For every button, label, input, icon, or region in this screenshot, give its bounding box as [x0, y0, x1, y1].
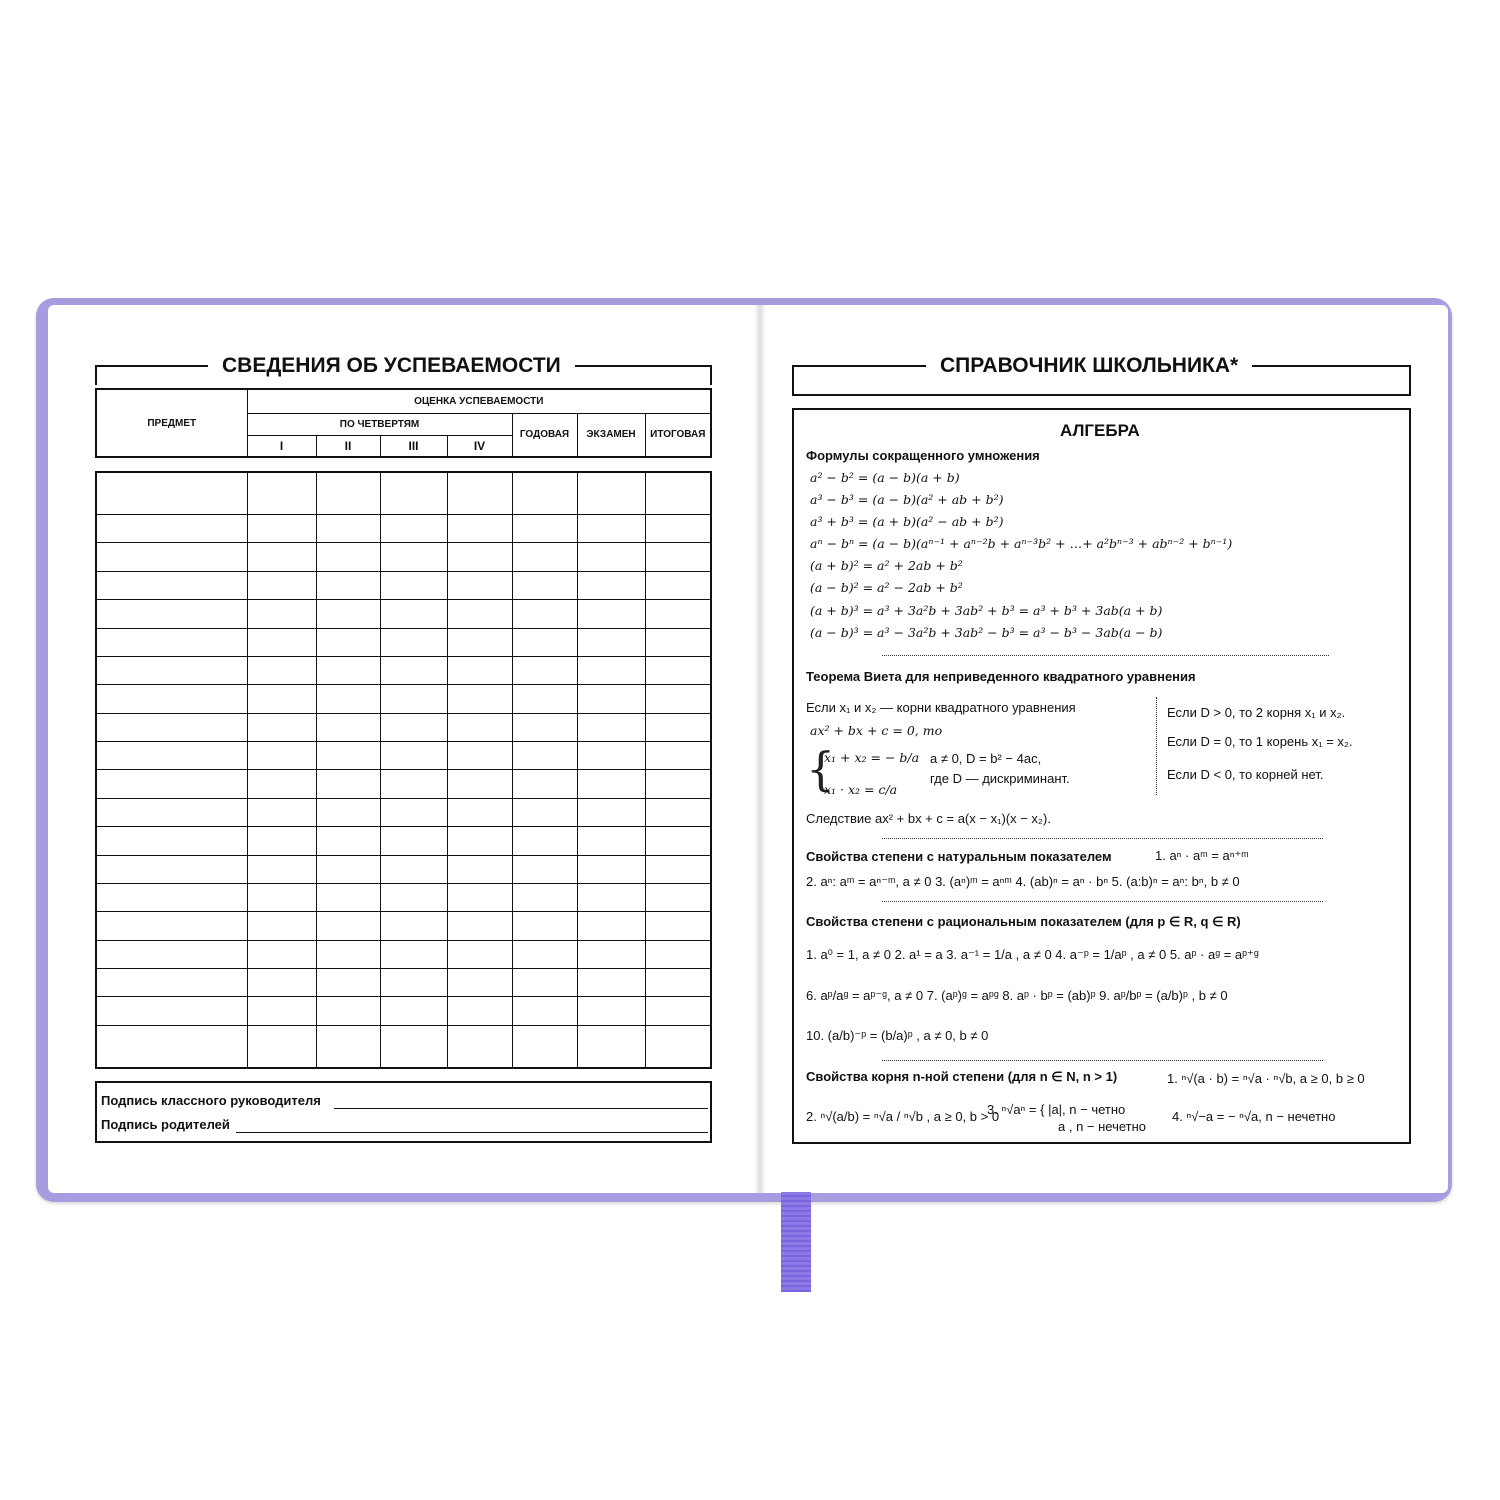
grade-cell[interactable]: [577, 1025, 645, 1068]
grade-cell[interactable]: [247, 827, 316, 855]
grade-cell[interactable]: [316, 713, 380, 741]
grade-row[interactable]: [96, 855, 711, 883]
grades-header-table: [95, 388, 712, 458]
grade-row[interactable]: [96, 543, 711, 571]
grade-cell[interactable]: [447, 515, 512, 543]
root-prop-3a: 3. ⁿ√aⁿ = { |a|, n − четно: [987, 1102, 1126, 1117]
bookmark-ribbon[interactable]: [781, 1192, 811, 1292]
subject-cell[interactable]: [96, 855, 247, 883]
grade-cell[interactable]: [380, 600, 447, 628]
grade-cell[interactable]: [645, 742, 711, 770]
grade-cell[interactable]: [247, 855, 316, 883]
grade-cell[interactable]: [512, 742, 577, 770]
subject-cell[interactable]: [96, 1025, 247, 1068]
grade-cell[interactable]: [645, 770, 711, 798]
subject-cell[interactable]: [96, 997, 247, 1025]
header-grades: ОЦЕНКА УСПЕВАЕМОСТИ: [247, 389, 711, 413]
grade-cell[interactable]: [512, 1025, 577, 1068]
grade-cell[interactable]: [316, 656, 380, 684]
signature-teacher-label: Подпись классного руководителя: [101, 1093, 321, 1108]
grade-cell[interactable]: [247, 685, 316, 713]
grade-cell[interactable]: [577, 600, 645, 628]
grade-cell[interactable]: [380, 515, 447, 543]
rational-line-3: 10. (a/b)⁻ᵖ = (b/a)ᵖ , a ≠ 0, b ≠ 0: [806, 1028, 989, 1043]
grade-cell[interactable]: [447, 1025, 512, 1068]
vieta-sum: x₁ + x₂ = − b/a: [824, 750, 920, 765]
grade-cell[interactable]: [512, 472, 577, 515]
grade-cell[interactable]: [512, 628, 577, 656]
grade-cell[interactable]: [447, 600, 512, 628]
grade-cell[interactable]: [316, 969, 380, 997]
grade-cell[interactable]: [380, 969, 447, 997]
grade-cell[interactable]: [247, 883, 316, 911]
grade-cell[interactable]: [512, 798, 577, 826]
grade-cell[interactable]: [380, 1025, 447, 1068]
header-q4: IV: [447, 435, 512, 457]
subject-cell[interactable]: [96, 940, 247, 968]
grade-cell[interactable]: [447, 543, 512, 571]
grade-cell[interactable]: [645, 969, 711, 997]
grade-cell[interactable]: [512, 713, 577, 741]
formula-6: (a − b)² = a² − 2ab + b²: [810, 580, 963, 595]
signature-parents-line[interactable]: [236, 1132, 708, 1133]
grade-cell[interactable]: [577, 969, 645, 997]
grade-cell[interactable]: [316, 515, 380, 543]
grade-cell[interactable]: [577, 628, 645, 656]
formula-3: a³ + b³ = (a + b)(a² − ab + b²): [810, 514, 1004, 529]
grade-row[interactable]: [96, 685, 711, 713]
grade-row[interactable]: [96, 515, 711, 543]
grade-cell[interactable]: [247, 515, 316, 543]
grade-cell[interactable]: [316, 798, 380, 826]
grade-cell[interactable]: [247, 798, 316, 826]
vieta-case-1: Если D > 0, то 2 корня x₁ и x₂.: [1167, 705, 1346, 720]
subject-cell[interactable]: [96, 912, 247, 940]
grade-cell[interactable]: [316, 685, 380, 713]
grade-cell[interactable]: [512, 940, 577, 968]
grade-row[interactable]: [96, 969, 711, 997]
grade-cell[interactable]: [645, 472, 711, 515]
header-q3: III: [380, 435, 447, 457]
grade-cell[interactable]: [380, 770, 447, 798]
grade-cell[interactable]: [380, 940, 447, 968]
grade-cell[interactable]: [645, 940, 711, 968]
grade-cell[interactable]: [512, 600, 577, 628]
grade-cell[interactable]: [247, 742, 316, 770]
grade-cell[interactable]: [380, 685, 447, 713]
grade-cell[interactable]: [512, 855, 577, 883]
grade-cell[interactable]: [577, 798, 645, 826]
natural-props-2-5: 2. aⁿ: aᵐ = aⁿ⁻ᵐ, a ≠ 0 3. (aⁿ)ᵐ = aⁿᵐ 4. (ab)ⁿ = aⁿ · bⁿ 5. (a:b)ⁿ = aⁿ: bⁿ, b ≠ 0: [806, 874, 1240, 889]
grade-row[interactable]: [96, 770, 711, 798]
formula-5: (a + b)² = a² + 2ab + b²: [810, 558, 963, 573]
grade-cell[interactable]: [645, 685, 711, 713]
root-prop-4: 4. ⁿ√−a = − ⁿ√a, n − нечетно: [1172, 1109, 1336, 1124]
grade-cell[interactable]: [577, 515, 645, 543]
root-prop-3b: a , n − нечетно: [1058, 1119, 1147, 1134]
grade-row[interactable]: [96, 600, 711, 628]
grade-cell[interactable]: [645, 1025, 711, 1068]
root-prop-2: 2. ⁿ√(a/b) = ⁿ√a / ⁿ√b , a ≥ 0, b > 0: [806, 1109, 1000, 1124]
grade-cell[interactable]: [645, 656, 711, 684]
signature-teacher-line[interactable]: [334, 1108, 708, 1109]
grade-cell[interactable]: [512, 883, 577, 911]
grade-row[interactable]: [96, 912, 711, 940]
grade-cell[interactable]: [247, 969, 316, 997]
abbrev-heading: Формулы сокращенного умножения: [806, 448, 1040, 463]
natural-heading: Свойства степени с натуральным показателем: [806, 849, 1112, 864]
grade-cell[interactable]: [316, 543, 380, 571]
formula-1: a² − b² = (a − b)(a + b): [810, 470, 960, 485]
grade-cell[interactable]: [645, 628, 711, 656]
grade-cell[interactable]: [577, 713, 645, 741]
grade-cell[interactable]: [247, 940, 316, 968]
grade-cell[interactable]: [577, 940, 645, 968]
grade-cell[interactable]: [645, 543, 711, 571]
grade-cell[interactable]: [447, 855, 512, 883]
grade-row[interactable]: [96, 997, 711, 1025]
grade-cell[interactable]: [512, 969, 577, 997]
header-q2: II: [316, 435, 380, 457]
subject-cell[interactable]: [96, 969, 247, 997]
vieta-equation: ax² + bx + c = 0, то: [810, 723, 943, 738]
grade-cell[interactable]: [380, 713, 447, 741]
grade-row[interactable]: [96, 940, 711, 968]
subject-cell[interactable]: [96, 742, 247, 770]
subject-cell[interactable]: [96, 827, 247, 855]
grade-cell[interactable]: [380, 742, 447, 770]
subject-cell[interactable]: [96, 713, 247, 741]
grade-cell[interactable]: [447, 940, 512, 968]
grade-cell[interactable]: [577, 855, 645, 883]
vieta-corollary: Следствие ax² + bx + c = a(x − x₁)(x − x₂).: [806, 811, 1051, 826]
grade-cell[interactable]: [577, 472, 645, 515]
subject-cell[interactable]: [96, 543, 247, 571]
grade-cell[interactable]: [577, 543, 645, 571]
header-final: ИТОГОВАЯ: [645, 413, 711, 457]
vieta-case-3: Если D < 0, то корней нет.: [1167, 767, 1324, 782]
subject-cell[interactable]: [96, 798, 247, 826]
grade-cell[interactable]: [447, 742, 512, 770]
formula-4: aⁿ − bⁿ = (a − b)(aⁿ⁻¹ + aⁿ⁻²b + aⁿ⁻³b² + …+ a²bⁿ⁻³ + abⁿ⁻² + bⁿ⁻¹): [810, 536, 1233, 551]
grade-cell[interactable]: [512, 515, 577, 543]
grade-cell[interactable]: [316, 742, 380, 770]
grade-cell[interactable]: [645, 571, 711, 599]
header-exam: ЭКЗАМЕН: [577, 413, 645, 457]
grade-cell[interactable]: [380, 827, 447, 855]
grade-cell[interactable]: [380, 472, 447, 515]
grade-cell[interactable]: [447, 770, 512, 798]
formula-7: (a + b)³ = a³ + 3a²b + 3ab² + b³ = a³ + b³ + 3ab(a + b): [810, 603, 1163, 618]
grade-cell[interactable]: [512, 656, 577, 684]
vieta-case-2: Если D = 0, то 1 корень x₁ = x₂.: [1167, 734, 1353, 749]
header-subject: ПРЕДМЕТ: [96, 389, 247, 457]
natural-prop-1: 1. aⁿ · aᵐ = aⁿ⁺ᵐ: [1155, 848, 1249, 863]
grade-row[interactable]: [96, 742, 711, 770]
separator-2: [882, 838, 1323, 839]
grade-cell[interactable]: [645, 883, 711, 911]
grade-cell[interactable]: [577, 912, 645, 940]
grade-row[interactable]: [96, 827, 711, 855]
grade-cell[interactable]: [380, 883, 447, 911]
grade-cell[interactable]: [316, 571, 380, 599]
grade-cell[interactable]: [247, 713, 316, 741]
grade-cell[interactable]: [247, 1025, 316, 1068]
subject-cell[interactable]: [96, 472, 247, 515]
vieta-if: Если x₁ и x₂ — корни квадратного уравнения: [806, 700, 1076, 715]
vieta-product: x₁ · x₂ = c/a: [824, 782, 898, 797]
grade-cell[interactable]: [577, 997, 645, 1025]
root-heading: Свойства корня n-ной степени (для n ∈ N, n > 1): [806, 1069, 1118, 1084]
separator-3: [882, 901, 1323, 902]
grade-cell[interactable]: [247, 628, 316, 656]
grade-cell[interactable]: [247, 912, 316, 940]
grade-cell[interactable]: [512, 770, 577, 798]
grade-cell[interactable]: [645, 600, 711, 628]
subject-cell[interactable]: [96, 628, 247, 656]
grade-row[interactable]: [96, 571, 711, 599]
grade-cell[interactable]: [447, 571, 512, 599]
grade-cell[interactable]: [447, 656, 512, 684]
grade-cell[interactable]: [577, 770, 645, 798]
grade-row[interactable]: [96, 798, 711, 826]
grade-cell[interactable]: [247, 997, 316, 1025]
separator-4: [882, 1060, 1323, 1061]
grade-cell[interactable]: [577, 656, 645, 684]
subject-cell[interactable]: [96, 770, 247, 798]
grade-cell[interactable]: [380, 656, 447, 684]
grade-cell[interactable]: [316, 1025, 380, 1068]
grade-cell[interactable]: [512, 912, 577, 940]
grade-cell[interactable]: [577, 742, 645, 770]
grade-row[interactable]: [96, 656, 711, 684]
grade-cell[interactable]: [247, 543, 316, 571]
grade-cell[interactable]: [447, 969, 512, 997]
grade-cell[interactable]: [447, 713, 512, 741]
grade-cell[interactable]: [645, 912, 711, 940]
grade-cell[interactable]: [645, 713, 711, 741]
grade-cell[interactable]: [316, 827, 380, 855]
grade-cell[interactable]: [247, 656, 316, 684]
grade-cell[interactable]: [316, 472, 380, 515]
grades-grid[interactable]: [95, 471, 712, 1069]
grade-cell[interactable]: [577, 827, 645, 855]
grade-cell[interactable]: [380, 912, 447, 940]
grade-cell[interactable]: [447, 827, 512, 855]
grade-cell[interactable]: [247, 600, 316, 628]
grade-cell[interactable]: [577, 883, 645, 911]
formula-8: (a − b)³ = a³ − 3a²b + 3ab² − b³ = a³ − b³ − 3ab(a − b): [810, 625, 1163, 640]
grade-cell[interactable]: [380, 855, 447, 883]
vieta-discriminant: где D — дискриминант.: [930, 771, 1070, 786]
grade-cell[interactable]: [447, 912, 512, 940]
header-quarters: ПО ЧЕТВЕРТЯМ: [247, 413, 512, 435]
grade-row[interactable]: [96, 472, 711, 515]
rational-line-2: 6. aᵖ/aᵍ = aᵖ⁻ᵍ, a ≠ 0 7. (aᵖ)ᵍ = aᵖᵍ 8. aᵖ · bᵖ = (ab)ᵖ 9. aᵖ/bᵖ = (a/b)ᵖ , b ≠ 0: [806, 988, 1228, 1003]
grade-cell[interactable]: [512, 685, 577, 713]
grade-cell[interactable]: [247, 770, 316, 798]
left-page-title: СВЕДЕНИЯ ОБ УСПЕВАЕМОСТИ: [208, 354, 575, 378]
signature-parents-label: Подпись родителей: [101, 1117, 230, 1132]
grade-cell[interactable]: [577, 571, 645, 599]
grade-row[interactable]: [96, 883, 711, 911]
subject-cell[interactable]: [96, 600, 247, 628]
rational-line-1: 1. a⁰ = 1, a ≠ 0 2. a¹ = a 3. a⁻¹ = 1/a , a ≠ 0 4. a⁻ᵖ = 1/aᵖ , a ≠ 0 5. aᵖ · aᵍ = aᵖ⁺ᵍ: [806, 947, 1259, 962]
page-gutter: [754, 305, 766, 1193]
grade-cell[interactable]: [316, 997, 380, 1025]
grade-cell[interactable]: [645, 515, 711, 543]
grade-cell[interactable]: [316, 883, 380, 911]
grade-cell[interactable]: [316, 600, 380, 628]
algebra-title: АЛГЕБРА: [1060, 421, 1140, 440]
grade-cell[interactable]: [380, 628, 447, 656]
grade-cell[interactable]: [316, 912, 380, 940]
grade-cell[interactable]: [512, 827, 577, 855]
vieta-divider: [1156, 697, 1157, 795]
grade-cell[interactable]: [316, 628, 380, 656]
grade-cell[interactable]: [380, 798, 447, 826]
vieta-condition: a ≠ 0, D = b² − 4ac,: [930, 751, 1042, 766]
formula-2: a³ − b³ = (a − b)(a² + ab + b²): [810, 492, 1004, 507]
grade-cell[interactable]: [316, 770, 380, 798]
grade-cell[interactable]: [645, 855, 711, 883]
right-page-title: СПРАВОЧНИК ШКОЛЬНИКА*: [926, 354, 1252, 378]
grade-cell[interactable]: [447, 685, 512, 713]
grade-cell[interactable]: [447, 997, 512, 1025]
grade-cell[interactable]: [645, 798, 711, 826]
subject-cell[interactable]: [96, 685, 247, 713]
vieta-heading: Теорема Виета для неприведенного квадратного уравнения: [806, 669, 1196, 684]
grade-cell[interactable]: [512, 997, 577, 1025]
grade-cell[interactable]: [645, 827, 711, 855]
grade-cell[interactable]: [447, 628, 512, 656]
grade-cell[interactable]: [447, 472, 512, 515]
header-year: ГОДОВАЯ: [512, 413, 577, 457]
grade-cell[interactable]: [577, 685, 645, 713]
grade-cell[interactable]: [380, 543, 447, 571]
grade-cell[interactable]: [512, 571, 577, 599]
grade-row[interactable]: [96, 713, 711, 741]
separator-1: [882, 655, 1329, 656]
grade-cell[interactable]: [447, 798, 512, 826]
grade-cell[interactable]: [512, 543, 577, 571]
grade-cell[interactable]: [316, 855, 380, 883]
grade-row[interactable]: [96, 1025, 711, 1068]
signature-box: [95, 1081, 712, 1143]
grade-cell[interactable]: [380, 997, 447, 1025]
grade-cell[interactable]: [247, 571, 316, 599]
subject-cell[interactable]: [96, 571, 247, 599]
subject-cell[interactable]: [96, 883, 247, 911]
subject-cell[interactable]: [96, 515, 247, 543]
grade-cell[interactable]: [380, 571, 447, 599]
grade-cell[interactable]: [247, 472, 316, 515]
rational-heading: Свойства степени с рациональным показателем (для p ∈ R, q ∈ R): [806, 914, 1241, 929]
subject-cell[interactable]: [96, 656, 247, 684]
grade-row[interactable]: [96, 628, 711, 656]
grade-cell[interactable]: [645, 997, 711, 1025]
vieta-brace: {: [806, 742, 836, 796]
root-prop-1: 1. ⁿ√(a · b) = ⁿ√a · ⁿ√b, a ≥ 0, b ≥ 0: [1167, 1071, 1365, 1086]
grade-cell[interactable]: [316, 940, 380, 968]
header-q1: I: [247, 435, 316, 457]
grade-cell[interactable]: [447, 883, 512, 911]
